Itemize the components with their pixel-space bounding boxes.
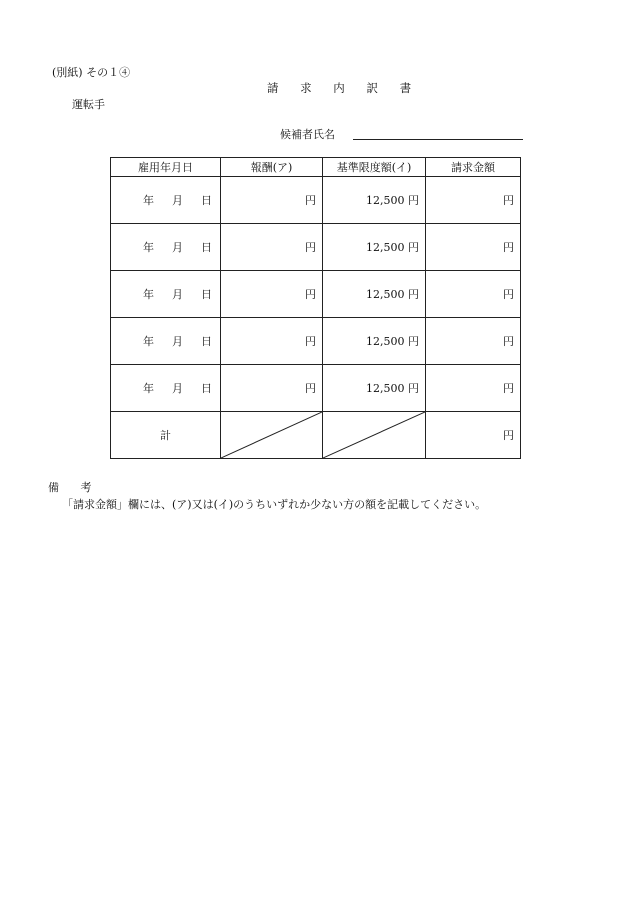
employment-date-cell[interactable] (111, 271, 221, 318)
diagonal-slash (221, 412, 322, 458)
document-title: 請 求 内 訳 書 (267, 81, 421, 95)
reward-cell[interactable]: 円 (221, 318, 323, 365)
column-header-claim: 請求金額 (426, 158, 521, 177)
diagonal-slash (323, 412, 425, 458)
date-day-unit: 日 (201, 194, 212, 207)
limit-cell: 12,500 円 (323, 271, 426, 318)
date-month-unit: 月 (172, 335, 183, 348)
claim-cell[interactable]: 円 (426, 177, 521, 224)
employment-date-cell[interactable] (111, 365, 221, 412)
date-day-unit: 日 (201, 335, 212, 348)
remarks-heading: 備 考 (48, 481, 101, 494)
limit-cell: 12,500 円 (323, 224, 426, 271)
column-header-employment-date: 雇用年月日 (111, 158, 221, 177)
table-row (111, 318, 521, 365)
employment-date-cell[interactable] (111, 318, 221, 365)
reward-cell[interactable]: 円 (221, 177, 323, 224)
limit-cell: 12,500 円 (323, 365, 426, 412)
date-day-unit: 日 (201, 288, 212, 301)
date-year-unit: 年 (143, 335, 154, 348)
date-month-unit: 月 (172, 288, 183, 301)
remarks-body: 「請求金額」欄には、(ア)又は(イ)のうちいずれか少ない方の額を記載してください。 (62, 498, 487, 511)
table-row (111, 224, 521, 271)
date-day-unit: 日 (201, 241, 212, 254)
reward-cell[interactable]: 円 (221, 271, 323, 318)
date-year-unit: 年 (143, 288, 154, 301)
total-claim-cell[interactable]: 円 (426, 412, 521, 459)
crossed-out-cell (221, 412, 323, 459)
total-row (111, 412, 521, 459)
date-month-unit: 月 (172, 194, 183, 207)
column-header-limit: 基準限度額(イ) (323, 158, 426, 177)
attachment-label: (別紙) その１④ (52, 66, 131, 79)
claim-breakdown-table (110, 157, 521, 459)
table-row (111, 271, 521, 318)
date-year-unit: 年 (143, 241, 154, 254)
date-day-unit: 日 (201, 382, 212, 395)
crossed-out-cell (323, 412, 426, 459)
date-year-unit: 年 (143, 382, 154, 395)
claim-cell[interactable]: 円 (426, 224, 521, 271)
reward-cell[interactable]: 円 (221, 365, 323, 412)
table-header-row (111, 158, 521, 177)
limit-cell: 12,500 円 (323, 177, 426, 224)
claim-cell[interactable]: 円 (426, 271, 521, 318)
role-label: 運転手 (72, 98, 105, 111)
total-label: 計 (111, 412, 221, 459)
limit-cell: 12,500 円 (323, 318, 426, 365)
column-header-reward: 報酬(ア) (221, 158, 323, 177)
reward-cell[interactable]: 円 (221, 224, 323, 271)
date-month-unit: 月 (172, 241, 183, 254)
date-year-unit: 年 (143, 194, 154, 207)
employment-date-cell[interactable] (111, 177, 221, 224)
table-row (111, 177, 521, 224)
candidate-name-field[interactable] (353, 139, 523, 140)
claim-cell[interactable]: 円 (426, 365, 521, 412)
claim-cell[interactable]: 円 (426, 318, 521, 365)
date-month-unit: 月 (172, 382, 183, 395)
table-row (111, 365, 521, 412)
employment-date-cell[interactable] (111, 224, 221, 271)
candidate-name-label: 候補者氏名 (280, 128, 335, 141)
